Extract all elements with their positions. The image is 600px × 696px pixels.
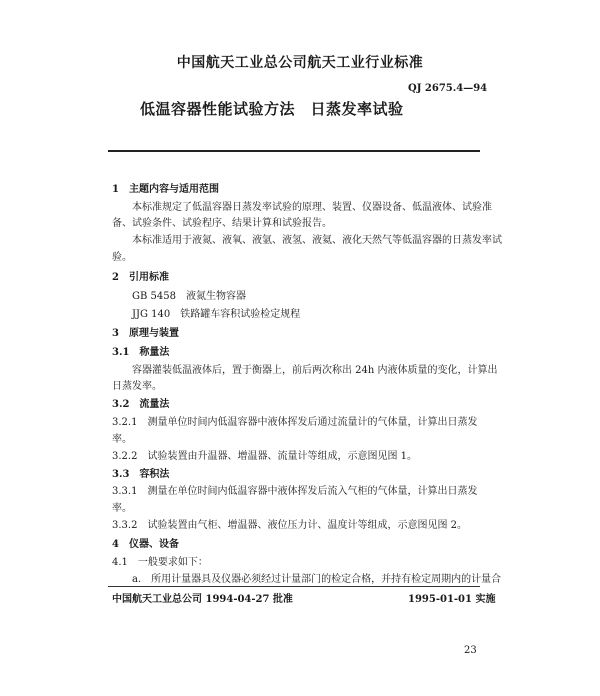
paragraph-line: 3.3.1 测量在单位时间内低温容器中液体挥发后流入气柜的气体量，计算出日蒸发 [112,486,478,497]
page-title: 低温容器性能试验方法 日蒸发率试验 [140,100,404,118]
paragraph-line: 日蒸发率。 [112,381,162,392]
paragraph-line: 4.1 一般要求如下： [112,557,208,568]
standard-series-header: 中国航天工业总公司航天工业行业标准 [176,55,424,71]
paragraph-line: 3.3.2 试验装置由气柜、增温器、液位压力计、温度计等组成，示意图见图 2。 [112,520,467,531]
section-3-heading: 3 原理与装置 [112,328,179,339]
paragraph-line: 3.2.2 试验装置由升温器、增温器、流量计等组成，示意图见图 1。 [112,451,417,462]
paragraph-line: 备、试验条件、试验程序、结果计算和试验报告。 [112,218,332,229]
reference-item: GB 5458 液氮生物容器 [132,291,246,302]
document-number: QJ 2675.4—94 [408,83,488,94]
paragraph-line: 3.2.1 测量单位时间内低温容器中液体挥发后通过流量计的气体量，计算出日蒸发 [112,417,478,428]
section-4-heading: 4 仪器、设备 [112,539,179,550]
reference-item: JJG 140 铁路罐车容积试验检定规程 [132,309,301,320]
approval-note: 中国航天工业总公司 1994-04-27 批准 [112,594,293,605]
paragraph-line: 率。 [112,434,132,445]
paragraph-line: a. 所用计量器具及仪器必须经过计量部门的检定合格，并持有检定周期内的计量合 [132,574,502,585]
page-number: 23 [464,645,477,656]
paragraph-line: 率。 [112,503,132,514]
section-3-1-heading: 3.1 称量法 [112,347,170,358]
title-divider [108,150,480,152]
section-1-heading: 1 主题内容与适用范围 [112,184,219,195]
paragraph-line: 本标准适用于液氮、液氧、液氩、液氢、液氦、液化天然气等低温容器的日蒸发率试 [132,235,502,246]
effective-date: 1995-01-01 实施 [408,594,496,605]
footer-divider [108,586,480,587]
paragraph-line: 本标准规定了低温容器日蒸发率试验的原理、装置、仪器设备、低温液体、试验准 [132,202,492,213]
paragraph-line: 验。 [112,252,132,263]
paragraph-line: 容器灌装低温液体后，置于衡器上，前后两次称出 24h 内液体质量的变化，计算出 [132,365,498,376]
section-2-heading: 2 引用标准 [112,272,169,283]
section-3-2-heading: 3.2 流量法 [112,399,170,410]
section-3-3-heading: 3.3 容积法 [112,469,170,480]
